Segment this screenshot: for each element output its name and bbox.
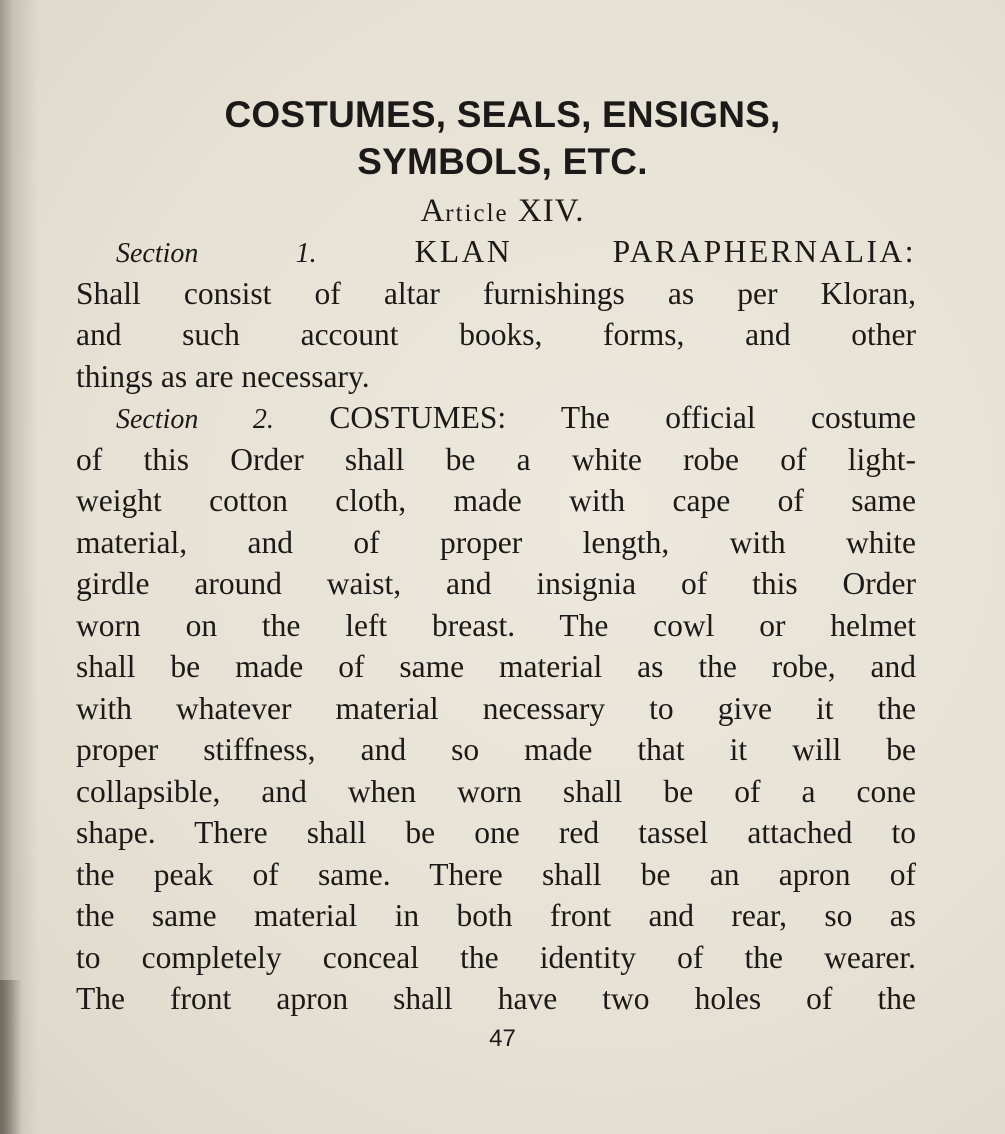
section-1-heading-line (76, 231, 916, 273)
section-1-line: things as are necessary. (76, 358, 370, 394)
article-word-initial: A (420, 193, 446, 229)
section-2-line: shape. There shall be one red tassel attached to (76, 815, 916, 850)
section-2-line: of this Order shall be a white robe of light- (76, 441, 916, 477)
section-1-title: KLAN PARAPHERNALIA: (414, 234, 917, 269)
section-2-line: collapsible, and when worn shall be of a cone (76, 773, 916, 809)
section-1-line: Shall consist of altar furnishings as per Kloran, (76, 275, 916, 311)
binding-gutter-shadow-lower (0, 980, 22, 1134)
section-2-line: shall be made of same material as the robe, and (76, 649, 916, 684)
section-2-line: proper stiffness, and so made that it will be (76, 732, 916, 767)
section-2-line: the peak of same. There shall be an apron of (76, 856, 916, 892)
section-2-line: with whatever material necessary to give it the (76, 690, 916, 726)
section-2-line: girdle around waist, and insignia of this Order (76, 566, 916, 601)
page-number: 47 (489, 1025, 516, 1052)
section-2-line: the same material in both front and rear, so as (76, 898, 916, 933)
section-2-label: Section 2. (116, 404, 274, 435)
section-1-label: Section 1. (116, 238, 317, 269)
section-2-line: weight cotton cloth, made with cape of same (76, 483, 916, 518)
section-2-line: worn on the left breast. The cowl or helmet (76, 607, 916, 643)
section-2-line: The front apron shall have two holes of the (76, 981, 916, 1016)
article-numeral: XIV. (517, 193, 585, 229)
section-2-line: material, and of proper length, with white (76, 524, 916, 560)
section-2-first-line-text: COSTUMES: The official costume (329, 400, 916, 435)
section-1-line: and such account books, forms, and other (76, 317, 916, 352)
body-text (76, 231, 916, 1020)
article-word-rest: rticle (445, 200, 509, 227)
chapter-heading-line-1: COSTUMES, SEALS, ENSIGNS, (224, 94, 781, 135)
section-2-heading-line (76, 397, 916, 439)
section-2-line: to completely conceal the identity of the wearer. (76, 939, 916, 975)
chapter-heading-line-2: SYMBOLS, ETC. (357, 141, 648, 182)
article-heading (0, 190, 1005, 235)
